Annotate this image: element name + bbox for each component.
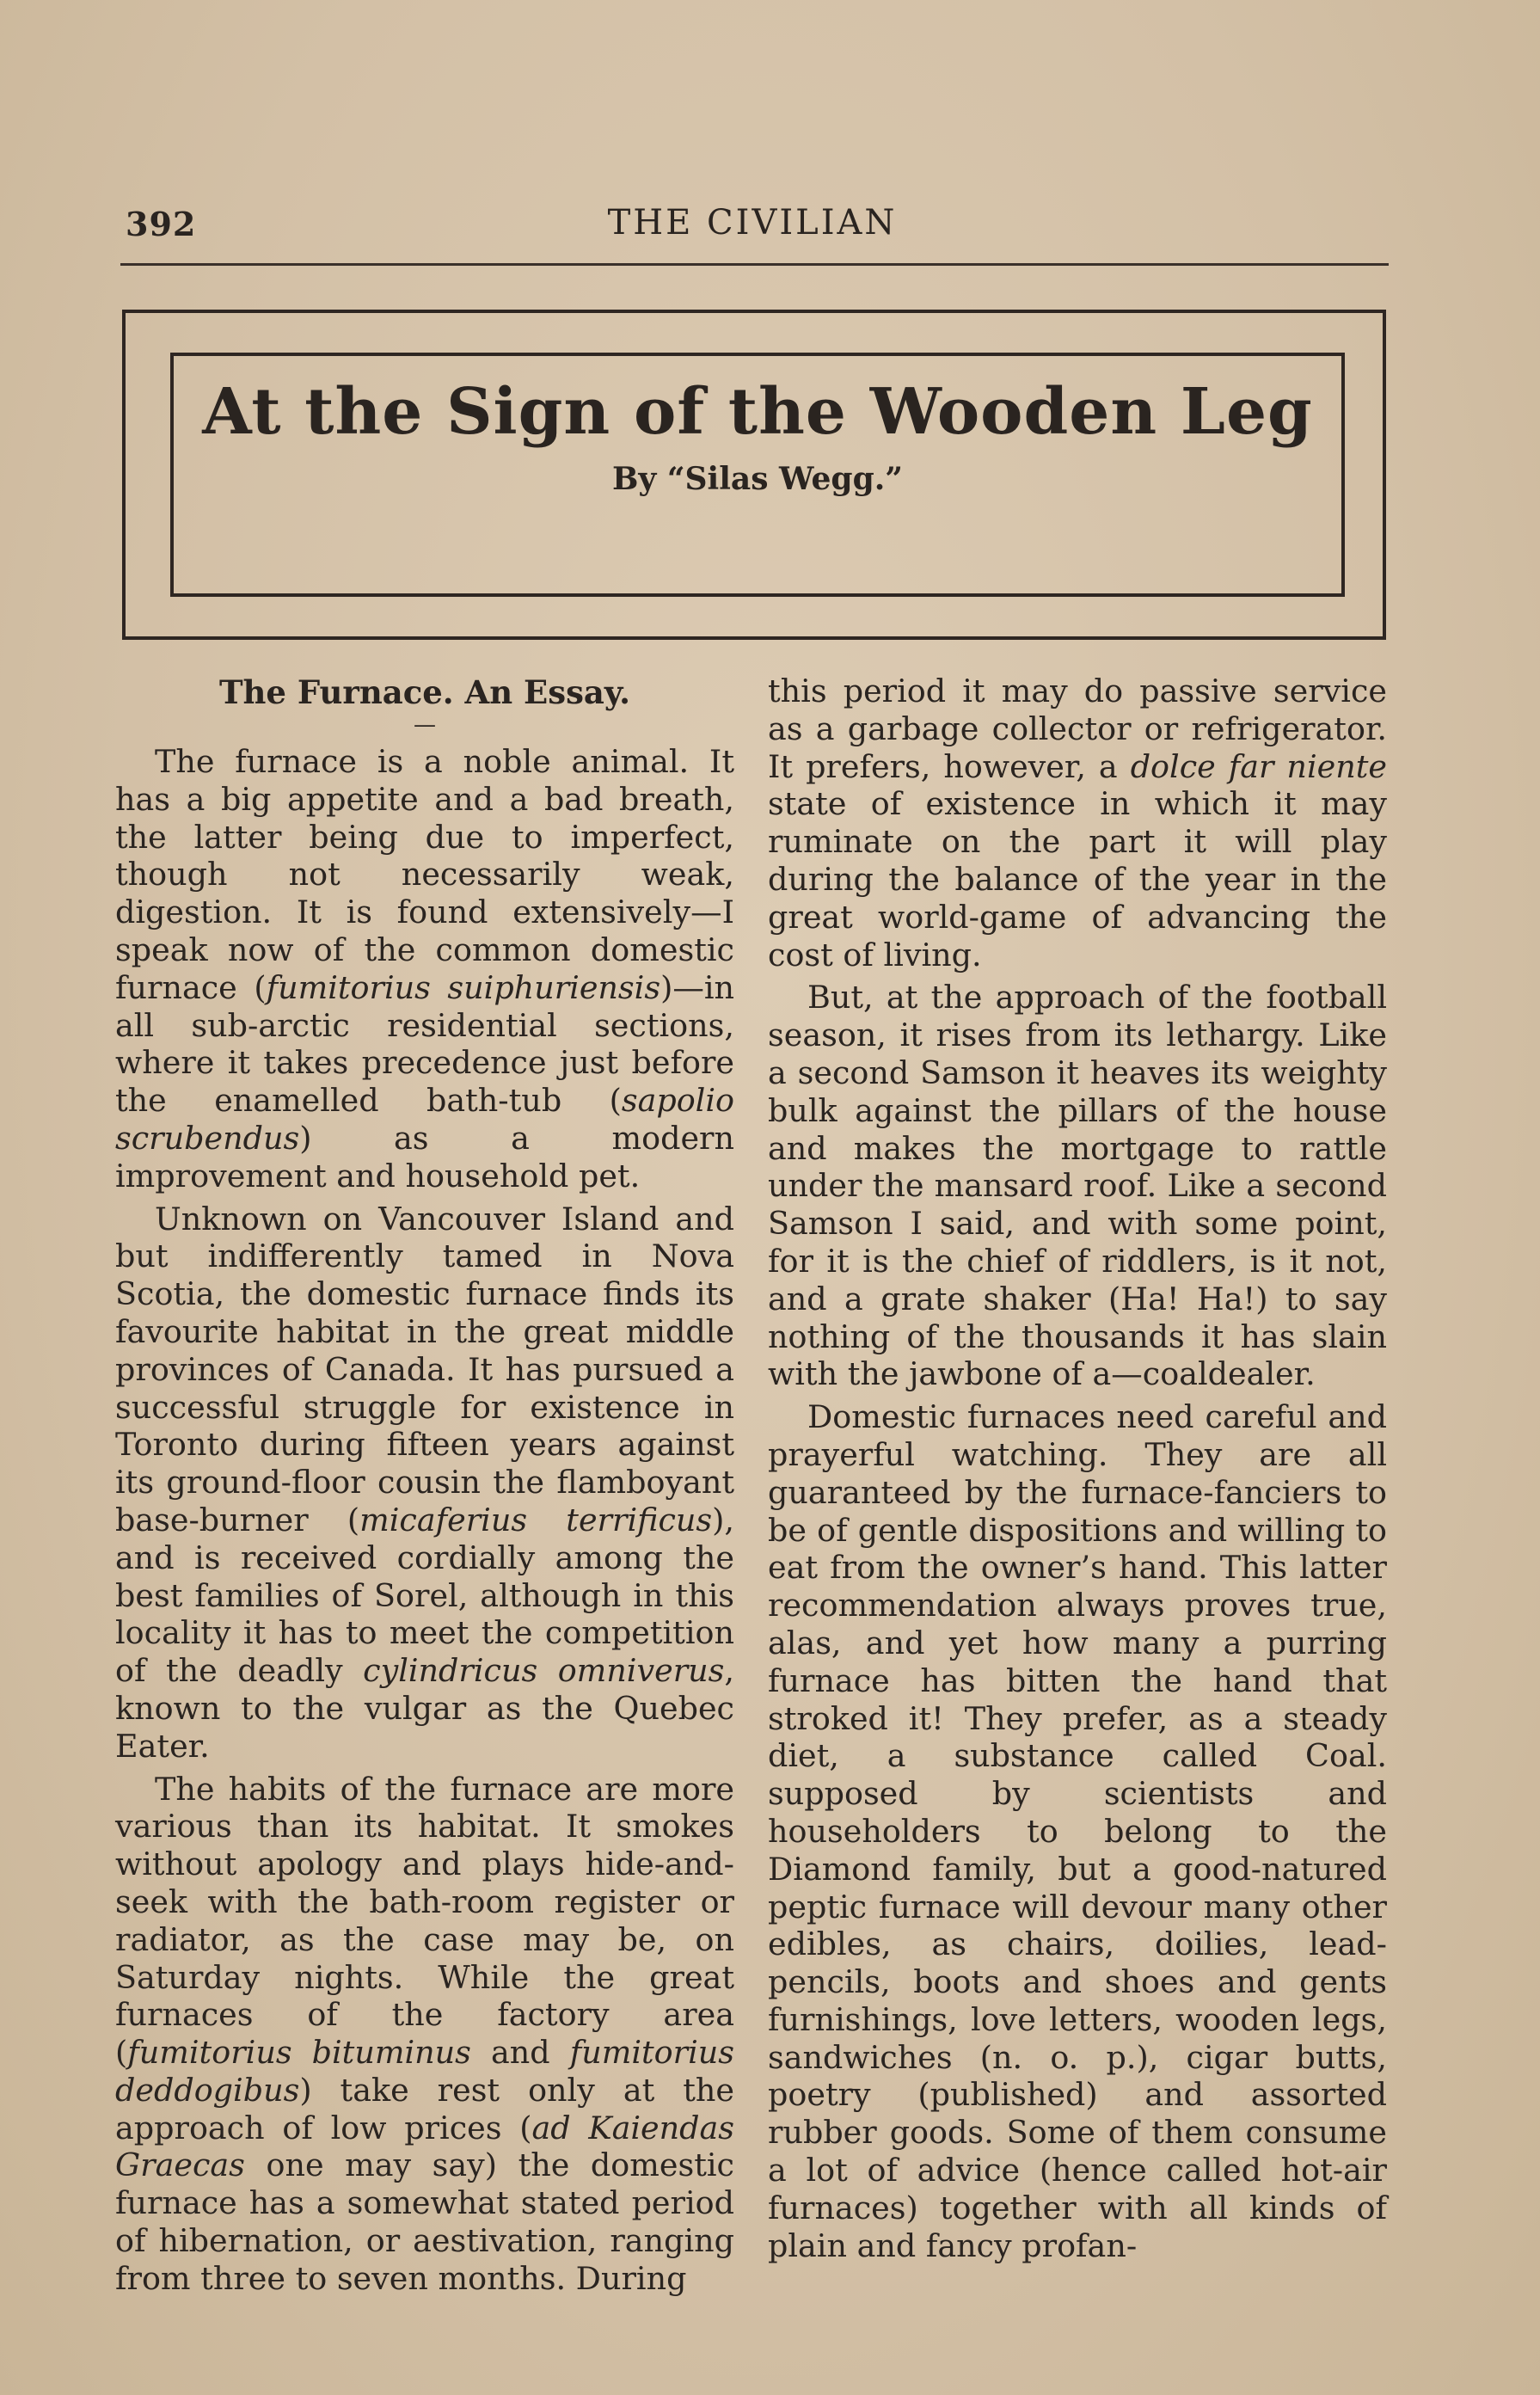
paragraph-2: Unknown on Vancouver Island and but indifferently tamed in Nova Scotia, the domestic furnace finds its favourite habitat in the great middle provinces of Canada. It has pursued a successful struggle for existence in Toronto during fifteen years against its ground-floor cousin the flamboyant base-burner (micaferius terrificus), and is received cordially among the best families of Sorel, although in this locality it has to meet the competition of the deadly cylindricus omniverus, known to the vulgar as the Quebec Eater. bbox=[115, 1200, 734, 1765]
paragraph-1: The furnace is a noble animal. It has a big appetite and a bad breath, the latter being due to imperfect, though not necessarily weak, digestion. It is found extensively—I speak now of the common domestic furnace (fumitorius suiphuriensis)—in all sub-arctic residential sections, where it takes precedence just before the enamelled bath-tub (sapolio scrubendus) as a modern improvement and household pet. bbox=[115, 743, 734, 1194]
byline: By “Silas Wegg.” bbox=[611, 461, 904, 497]
paragraph-5: Domestic furnaces need careful and prayerful watching. They are all guaranteed by the furnace-fanciers to be of gentle dispositions and willing to eat from the owner’s hand. This latter recommendation always proves true, alas, and yet how many a purring furnace has bitten the hand that stroked it! They prefer, as a steady diet, a substance called Coal. supposed by scientists and householders to belong to the Diamond family, but a good-natured peptic furnace will devour many other edibles, as chairs, doilies, lead-pencils, boots and shoes and gents furnishings, love letters, wooden legs, sandwiches (n. o. p.), cigar butts, poetry (published) and assorted rubber goods. Some of them consume a lot of advice (hence called hot-air furnaces) together with all kinds of plain and fancy profan- bbox=[768, 1398, 1387, 2264]
paragraph-3: The habits of the furnace are more various than its habitat. It smokes without apology and plays hide-and-seek with the bath-room register or radiator, as the case may be, on Saturday nights. While the great furnaces of the factory area (fumitorius bituminus and fumitorius deddogibus) take rest only at the approach of low prices (ad Kaiendas Graecas one may say) the domestic furnace has a somewhat stated period of hibernation, or aestivation, ranging from three to seven months. During bbox=[115, 1770, 734, 2297]
title-banner-inner-frame bbox=[170, 353, 1345, 597]
title-banner bbox=[122, 310, 1386, 640]
running-head: THE CIVILIAN bbox=[607, 203, 898, 243]
essay-heading: The Furnace. An Essay. bbox=[218, 673, 631, 711]
header-rule bbox=[120, 263, 1389, 266]
heading-dash: — bbox=[414, 712, 436, 738]
column-title: At the Sign of the Wooden Leg bbox=[202, 375, 1313, 449]
left-column bbox=[115, 672, 734, 2298]
page-number: 392 bbox=[126, 205, 197, 243]
paragraph-4: But, at the approach of the football season, it rises from its lethargy. Like a second Samson it heaves its weighty bulk against the pillars of the house and makes the mortgage to rattle under the mansard roof. Like a second Samson I said, and with some point, for it is the chief of riddlers, is it not, and a grate shaker (Ha! Ha!) to say nothing of the thousands it has slain with the jawbone of a—coaldealer. bbox=[768, 979, 1387, 1393]
paragraph-3-continued: this period it may do passive service as a garbage collector or refrigerator. It prefers, however, a dolce far niente state of existence in which it may ruminate on the part it will play during the balance of the year in the great world-game of advancing the cost of living. bbox=[768, 672, 1387, 973]
right-column bbox=[768, 672, 1387, 2264]
